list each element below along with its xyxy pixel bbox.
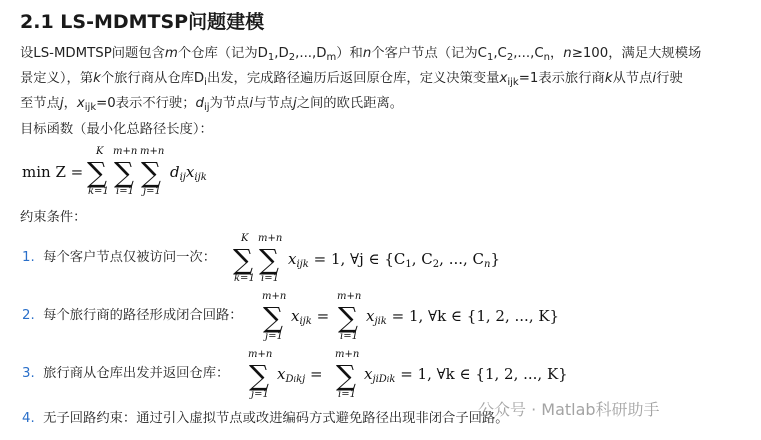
c2-sumA-upper: m+n: [262, 291, 287, 302]
sum2-lower: i=1: [116, 186, 134, 197]
watermark: 公众号 · Matlab科研助手: [478, 400, 660, 419]
c2-right-term: $x_{jik} = 1$, ∀k ∈ {1, 2, ..., K}: [366, 307, 560, 327]
c3-sumB-sigma-icon: ∑: [336, 359, 356, 392]
constraints-label: 约束条件：: [20, 210, 87, 225]
c3-sumA-sigma-icon: ∑: [249, 359, 269, 392]
sum1-sigma-icon: ∑: [87, 156, 107, 189]
constraint-1-text: 1. 每个客户节点仅被访问一次：: [22, 250, 217, 265]
constraint-1-number: 1.: [22, 250, 35, 265]
c2-sumA-sigma-icon: ∑: [263, 301, 283, 334]
sum3-sigma-icon: ∑: [141, 156, 161, 189]
c1-sumB-sigma-icon: ∑: [259, 243, 279, 276]
constraint-3-text: 3. 旅行商从仓库出发并返回仓库：: [22, 366, 230, 381]
c1-sumB-lower: i=1: [261, 273, 279, 284]
sum1-lower: k=1: [88, 186, 109, 197]
c2-sumB-lower: i=1: [340, 331, 358, 342]
sum1-upper: K: [96, 146, 104, 157]
c3-sumA-lower: j=1: [251, 389, 269, 400]
sum3-lower: j=1: [143, 186, 161, 197]
c1-sumB-upper: m+n: [258, 233, 283, 244]
sum2-upper: m+n: [113, 146, 138, 157]
c2-sumB-upper: m+n: [337, 291, 362, 302]
c3-left-term: $x_{Dikj}$ =: [277, 365, 323, 385]
constraint-4-text: 4. 无子回路约束：通过引入虚拟节点或改进编码方式避免路径出现非闭合子回路。: [22, 411, 509, 426]
c3-right-term: $x_{jiDik} = 1$, ∀k ∈ {1, 2, ..., K}: [364, 365, 568, 385]
c2-left-term: $x_{ijk}$ =: [291, 307, 330, 327]
c1-sumA-upper: K: [241, 233, 249, 244]
constraint-3-number: 3.: [22, 366, 35, 381]
c3-sumB-upper: m+n: [335, 349, 360, 360]
constraint-4-number: 4.: [22, 411, 35, 426]
objective-label: 目标函数（最小化总路径长度）：: [20, 122, 213, 137]
c2-sumB-sigma-icon: ∑: [338, 301, 358, 334]
objective-lhs: min Z =: [22, 163, 84, 181]
constraint-2-text: 2. 每个旅行商的路径形成闭合回路：: [22, 308, 243, 323]
constraint-2-number: 2.: [22, 308, 35, 323]
c1-expression: $x_{ijk} = 1$, ∀j ∈ {$C_1$, $C_2$, ..., $C_n$}: [288, 250, 501, 270]
c1-sumA-lower: k=1: [234, 273, 255, 284]
intro-line-3: 至节点j，$x_{ijk}=0$表示不行驶；$d_{ij}$为节点i与节点j之间的欧氏距离。: [20, 96, 404, 113]
intro-line-1: 设LS-MDMTSP问题包含m个仓库（记为$D_1,D_2,...,D_m$）和n个客户节点（记为$C_1,C_2,...,C_n$，n≥100，满足大规模场: [20, 46, 702, 63]
c2-sumA-lower: j=1: [265, 331, 283, 342]
c1-sumA-sigma-icon: ∑: [233, 243, 253, 276]
c3-sumA-upper: m+n: [248, 349, 273, 360]
sum3-upper: m+n: [140, 146, 165, 157]
section-heading: 2.1 LS-MDMTSP问题建模: [20, 11, 265, 33]
sum2-sigma-icon: ∑: [114, 156, 134, 189]
objective-term: $d_{ij}x_{ijk}$: [170, 163, 207, 183]
c3-sumB-lower: i=1: [338, 389, 356, 400]
intro-line-2: 景定义），第k个旅行商从仓库$D_i$出发，完成路径遍历后返回原仓库，定义决策变量$x_{ijk}=1$表示旅行商k从节点i行驶: [20, 71, 683, 88]
